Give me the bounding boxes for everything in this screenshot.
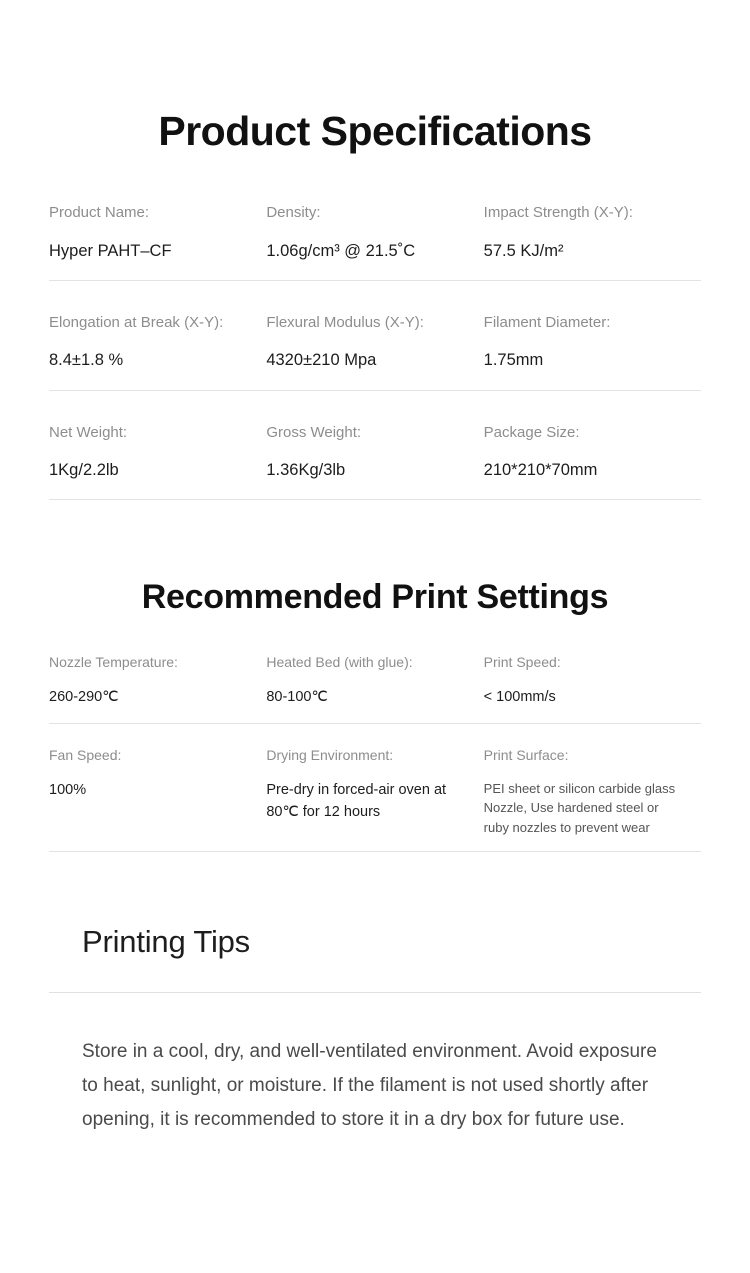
- spec-cell-flexural-modulus: [266, 313, 483, 372]
- spec-label: Filament Diameter:: [483, 313, 611, 331]
- spec-value: 1.75mm: [483, 351, 544, 370]
- spec-label: Gross Weight:: [266, 423, 362, 441]
- spec-label: Net Weight:: [49, 423, 128, 441]
- spec-label: Elongation at Break (X-Y):: [49, 313, 224, 331]
- spec-cell-impact-strength: [484, 203, 701, 262]
- print-value: Pre-dry in forced-air oven at 80℃ for 12 hours: [266, 781, 447, 821]
- spec-cell-elongation-at-break: [49, 313, 266, 372]
- print-cell-print-surface: [484, 746, 701, 837]
- spec-value: 4320±210 Mpa: [266, 351, 377, 370]
- spec-value: 1.36Kg/3lb: [266, 461, 346, 480]
- table-row: [49, 313, 701, 391]
- print-cell-heated-bed: [266, 653, 483, 708]
- printing-tips-body: Store in a cool, dry, and well-ventilated environment. Avoid exposure to heat, sunlight, or moisture. If the filament is not used shortly after opening, it is recommended to store it in a dry box for future use.: [82, 1041, 657, 1130]
- spec-cell-filament-diameter: [484, 313, 701, 372]
- spec-value: 210*210*70mm: [483, 461, 598, 480]
- print-label: Nozzle Temperature:: [49, 654, 178, 671]
- print-label: Fan Speed:: [49, 746, 122, 763]
- print-cell-drying-environment: [266, 746, 483, 837]
- print-value: 100%: [49, 781, 87, 798]
- print-value: 80-100℃: [266, 689, 328, 706]
- spec-cell-net-weight: [49, 423, 266, 482]
- print-label: Print Surface:: [483, 746, 569, 763]
- spec-cell-gross-weight: [266, 423, 483, 482]
- spec-label: Package Size:: [483, 423, 580, 441]
- table-row: [49, 653, 701, 723]
- print-settings-table: [49, 653, 701, 852]
- page-title-specifications: Product Specifications: [158, 108, 592, 154]
- spec-value: 8.4±1.8 %: [49, 351, 124, 370]
- specifications-table: [49, 203, 701, 500]
- spec-value: 1.06g/cm³ @ 21.5˚C: [266, 241, 416, 260]
- spec-label: Flexural Modulus (X-Y):: [266, 313, 424, 331]
- print-value: 260-290℃: [49, 689, 119, 706]
- spec-value: Hyper PAHT–CF: [49, 241, 172, 260]
- print-value: PEI sheet or silicon carbide glass Nozzle, Use hardened steel or ruby nozzles to prevent wear: [483, 780, 676, 835]
- table-row: [49, 203, 701, 281]
- print-label: Drying Environment:: [266, 746, 394, 763]
- page-title-printing-tips: Printing Tips: [82, 924, 250, 960]
- divider: [49, 992, 701, 993]
- table-row: [49, 746, 701, 852]
- print-cell-print-speed: [484, 653, 701, 708]
- spec-cell-density: [266, 203, 483, 262]
- print-label: Print Speed:: [483, 654, 561, 671]
- spec-cell-product-name: [49, 203, 266, 262]
- print-label: Heated Bed (with glue):: [266, 654, 413, 671]
- table-row: [49, 423, 701, 501]
- print-value: < 100mm/s: [483, 689, 556, 706]
- spec-label: Impact Strength (X-Y):: [483, 204, 633, 221]
- print-cell-nozzle-temperature: [49, 653, 266, 708]
- spec-label: Density:: [266, 204, 321, 221]
- page-title-print-settings: Recommended Print Settings: [141, 578, 609, 617]
- spec-cell-package-size: [484, 423, 701, 482]
- spec-value: 57.5 KJ/m²: [483, 241, 564, 260]
- spec-value: 1Kg/2.2lb: [49, 461, 119, 480]
- spec-label: Product Name:: [49, 204, 150, 221]
- print-cell-fan-speed: [49, 746, 266, 837]
